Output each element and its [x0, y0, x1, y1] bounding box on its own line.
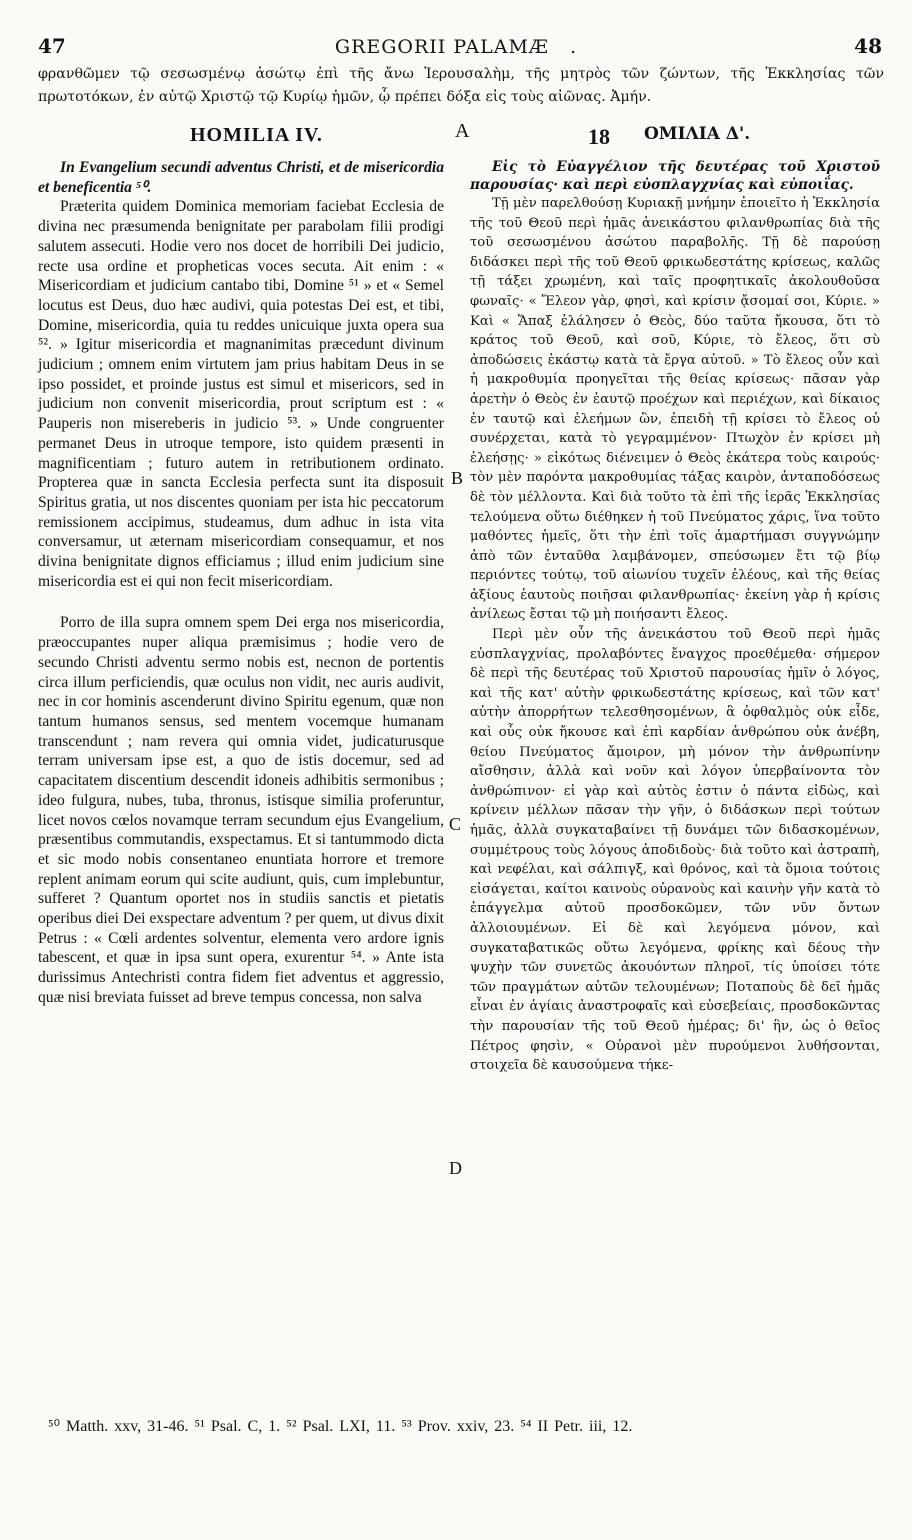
latin-subtitle: In Evangelium secundi adventus Christi, et de misericordia et beneficentia ⁵⁰.	[38, 159, 444, 196]
left-page-number: 47	[38, 34, 66, 58]
latin-paragraph-1: Præterita quidem Dominica memoriam faciebat Ecclesia de divina nec præsumenda benignitate per parabolam filii prodigi salutem assecuti. Hodie vero nos docet de horribili Dei judicio, recte usa ordine et propheticas voces secuta. Ait enim : « Misericordiam et judicium cantabo tibi, Domine ⁵¹ » et « Semel locutus est Deus, duo hæc audivi, quia potestas Dei est, et tibi, Domine, misericordia, quia tu reddes unicuique juxta opera sua ⁵². » Igitur misericordia et magnanimitas præcedunt divinum judicium ; omnem enim virtutem jam prius habitam Deus in se ipso possidet, et proinde justus est simul et misericors, sed in judicium non convenit misericordia, prout scriptum est : « Pauperis non misereberis in judicio ⁵³. » Unde congruenter permanet Deus in utroque tempore, isto quidem præsenti in magnificentiam ; futuro autem in retributionem ordinato. Propterea quæ in sancta Ecclesia perfecta sunt ita disposuit Spiritus gratia, ut nos discentes quoniam per ista hic peccatorum remissionem accipimus, studeamus, dum adhuc in ista vita conversamur, ut æternam misericordiam consequamur, et nos divina benignitate dignos efficiamus ; illud enim judicium sine misericordia est ei qui non fecit misericordiam.	[38, 198, 444, 590]
margin-letter-c: C	[449, 814, 462, 834]
running-head	[30, 34, 882, 62]
latin-homily-title: HOMILIA IV.	[190, 124, 323, 146]
running-title: GREGORII PALAMÆ .	[334, 36, 578, 58]
footnotes: ⁵⁰ Matth. xxv, 31-46. ⁵¹ Psal. C, 1. ⁵² Psal. LXI, 11. ⁵³ Prov. xxiv, 23. ⁵⁴ II Petr. iii, 12.	[48, 1418, 633, 1435]
greek-paragraph-2: Περὶ μὲν οὖν τῆς ἀνεικάστου τοῦ Θεοῦ περὶ ἡμᾶς εὐσπλαγχνίας, προλαβόντες ἔναγχος προεθέμεθα· σήμερον δὲ περὶ τῆς δευτέρας τοῦ Χριστοῦ παρουσίας ἡμῖν ὁ λόγος, καὶ τῆς κατ' αὐτὴν φρικωδεστάτης κρίσεως, καὶ τῶν κατ' αὐτὴν ἀπορρήτων τελεσθησομένων, ἃ ὀφθαλμὸς οὐκ εἶδε, καὶ οὖς οὐκ ἤκουσε καὶ ἐπὶ καρδίαν ἀνθρώπου οὐκ ἀνέβη, θείου Πνεύματος ἄμοιρον, μὴ μόνον τὴν ἀνθρωπίνην αἴσθησιν, ἀλλὰ καὶ νοῦν καὶ λόγον ὑπερβαίνοντα τὸν ἀνθρώπινον· εἰ γὰρ καὶ αὐτὸς ἐστιν ὁ πάντα εἰδὼς, καὶ κρίνειν μέλλων πᾶσαν τὴν γῆν, ὁ διδάσκων περὶ τούτων ἡμᾶς, ἀλλὰ συγκαταβαίνει τῇ δυνάμει τῶν διδασκομένων, συμμέτρους τοὺς λόγους ἀποδιδοὺς· διὰ τοῦτο καὶ ἀστραπὴ, καὶ νεφέλαι, καὶ σάλπιγξ, καὶ θρόνος, καὶ τὰ ὅμοια τούτοις εἰσάγεται, καίτοι καινοὺς οὐρανοὺς καὶ καινὴν γῆν κατὰ τὸ ἐπάγγελμα αὐτοῦ προσδοκῶμεν, τῶν νῦν ὄντων ἀλλοιουμένων. Εἰ δὲ καὶ λεγόμενα μόνον, καὶ συγκαταβατικῶς οὕτω λεγόμενα, φρίκης καὶ δέους τὴν ψυχὴν τῶν συνετῶς ἀκουόντων πληροῖ, τίς ὑποίσει τότε τῶν πραγμάτων αὐτῶν τελουμένων; Ποταποὺς δὲ δεῖ ἡμᾶς εἶναι ἐν ἁγίαις ἀναστροφαῖς καὶ εὐσεβείαις, προσδοκῶντας τὴν παρουσίαν τῆς τοῦ Θεοῦ ἡμέρας; δι' ἣν, ὡς ὁ θεῖος Πέτρος φησὶν, « Οὐρανοὶ μὲν πυρούμενοι λυθήσονται, στοιχεῖα δὲ καυσούμενα τήκε-	[470, 627, 880, 1074]
latin-paragraph-2: Porro de illa supra omnem spem Dei erga nos misericordia, præoccupantes nuper aliqua præmisimus ; hodie vero de secundo Christi adventu sermo nobis est, necnon de portentis circa illum perficiendis, quæ oculus non vidit, nec auris audivit, nec in cor hominis ascenderunt divino Spiritu egenum, quæ non tantum humanos sensus, sed mentem vocemque humanam transcendunt ; nam revera qui omnia videt, judicaturusque terram universam ipse est, a quo de istis docemur, sed ad capacitatem discentium descendit idoneis adhibitis sermonibus ; ideo fulgura, nubes, tuba, thronus, istisque similia proferuntur, licet novos cœlos novamque terram secundum ejus Evangelium, præsentibus commutandis, exspectamus. Et si tantummodo dicta et sic modo nobis consentaneo enuntiata horrore et tremore replent animam eorum qui scite audiunt, quis, cum implebuntur, sufferet ? Quantum oportet nos in studiis sanctis et pietatis operibus diei Dei exspectare adventum ? per quem, ut divus dixit Petrus : « Cœli ardentes solventur, elementa vero ardore ignis tabescent, et quæ in ipsa sunt opera, exurentur ⁵⁴. » Ante ista durissimus Antechristi contra fidem fiet adventus et aggressio, quæ nisi breviata fuisset ad breve tempus concessa, non salva	[38, 614, 444, 1006]
margin-letter-d: D	[449, 1158, 462, 1178]
margin-letter-b: B	[451, 468, 464, 488]
greek-subtitle: Εἰς τὸ Εὐαγγέλιον τῆς δευτέρας τοῦ Χριστοῦ παρουσίας· καὶ περὶ εὐσπλαγχνίας καὶ εὐποιΐας.	[470, 159, 880, 193]
greek-paragraph-1: Τῇ μὲν παρελθούσῃ Κυριακῇ μνήμην ἐποιεῖτο ἡ Ἐκκλησία τῆς τοῦ Θεοῦ περὶ ἡμᾶς ἀνεικάστου φιλανθρωπίας διὰ τῆς τοῦ σεσωσμένου ἀσώτου παραβολῆς. Τῇ δὲ παρούσῃ διδάσκει περὶ τῆς τοῦ Θεοῦ φρικωδεστάτης κρίσεως, καλῶς τῇ τάξει χρωμένη, καὶ ταῖς προφητικαῖς ἀκολουθοῦσα φωναῖς· « Ἔλεον γὰρ, φησὶ, καὶ κρίσιν ᾄσομαί σοι, Κύριε. » Καὶ « Ἅπαξ ἐλάλησεν ὁ Θεὸς, δύο ταῦτα ἤκουσα, ὅτι τὸ κράτος τοῦ Θεοῦ, καὶ σοῦ, Κύριε, τὸ ἔλεος, ὅτι σὺ ἀποδώσεις ἑκάστῳ κατὰ τὰ ἔργα αὐτοῦ. » Τὸ ἔλεος οὖν καὶ ἡ μακροθυμία προηγεῖται τῆς θείας κρίσεως· πᾶσαν γὰρ ἀρετὴν ὁ Θεὸς ἐν ἑαυτῷ προέχων καὶ περιέχων, καὶ δίκαιος ἐν ταυτῷ καὶ ἐλεήμων ὢν, ἐπειδὴ τῇ κρίσει τὸ ἔλεος οὐ συνέρχεται, κατὰ τὸ γεγραμμένον· Πτωχὸν ἐν κρίσει μὴ ἐλεήσῃς· » εἰκότως διένειμεν ὁ Θεὸς ἑκάτερα τοὺς καιρούς· τὸν μὲν παρόντα μακροθυμίας τάξας καιρὸν, ἀνταποδόσεως δὲ τὸν μέλλοντα. Καὶ διὰ τοῦτο τὰ ἐπὶ τῆς ἱερᾶς Ἐκκλησίας τελούμενα οὕτω διέθηκεν ἡ τοῦ Πνεύματος χάρις, ἵνα τοῦτο μαθόντες ἡμεῖς, ὅτι τὴν ἐπὶ τοῖς ἁμαρτήμασι συγγνώμην ἀπὸ τῶν ἐνταῦθα λαμβάνομεν, σπεύσωμεν ἔτι τῷ βίῳ περιόντες τούτῳ, τοῦ αἰωνίου τυχεῖν ἐλέους, καὶ τῆς θείας ἀξίους ἑαυτοὺς ποιῆσαι φιλανθρωπίας· ἐκείνη γὰρ ἡ κρίσις ἀνίλεως ἔσται τῷ μὴ ποιήσαντι ἔλεος.	[470, 196, 880, 623]
homily-titles	[30, 120, 884, 154]
top-greek-continuation: φρανθῶμεν τῷ σεσωσμένῳ ἀσώτῳ ἐπὶ τῆς ἄνω Ἱερουσαλὴμ, τῆς μητρὸς τῶν ζώντων, τῆς Ἐκκλησίας τῶν πρωτοτόκων, ἐν αὐτῷ Χριστῷ τῷ Κυρίῳ ἡμῶν, ᾧ πρέπει δόξα εἰς τοὺς αἰῶνας. Ἀμήν.	[38, 66, 884, 105]
greek-homily-title: ΟΜΙΛΙΑ Δ'.	[644, 124, 751, 144]
latin-column	[38, 158, 444, 1008]
right-page-number: 48	[854, 34, 882, 58]
column-number: 18	[588, 124, 610, 149]
running-title-dot: .	[570, 36, 578, 58]
margin-letter-a: A	[455, 120, 470, 142]
greek-column	[470, 158, 880, 1076]
